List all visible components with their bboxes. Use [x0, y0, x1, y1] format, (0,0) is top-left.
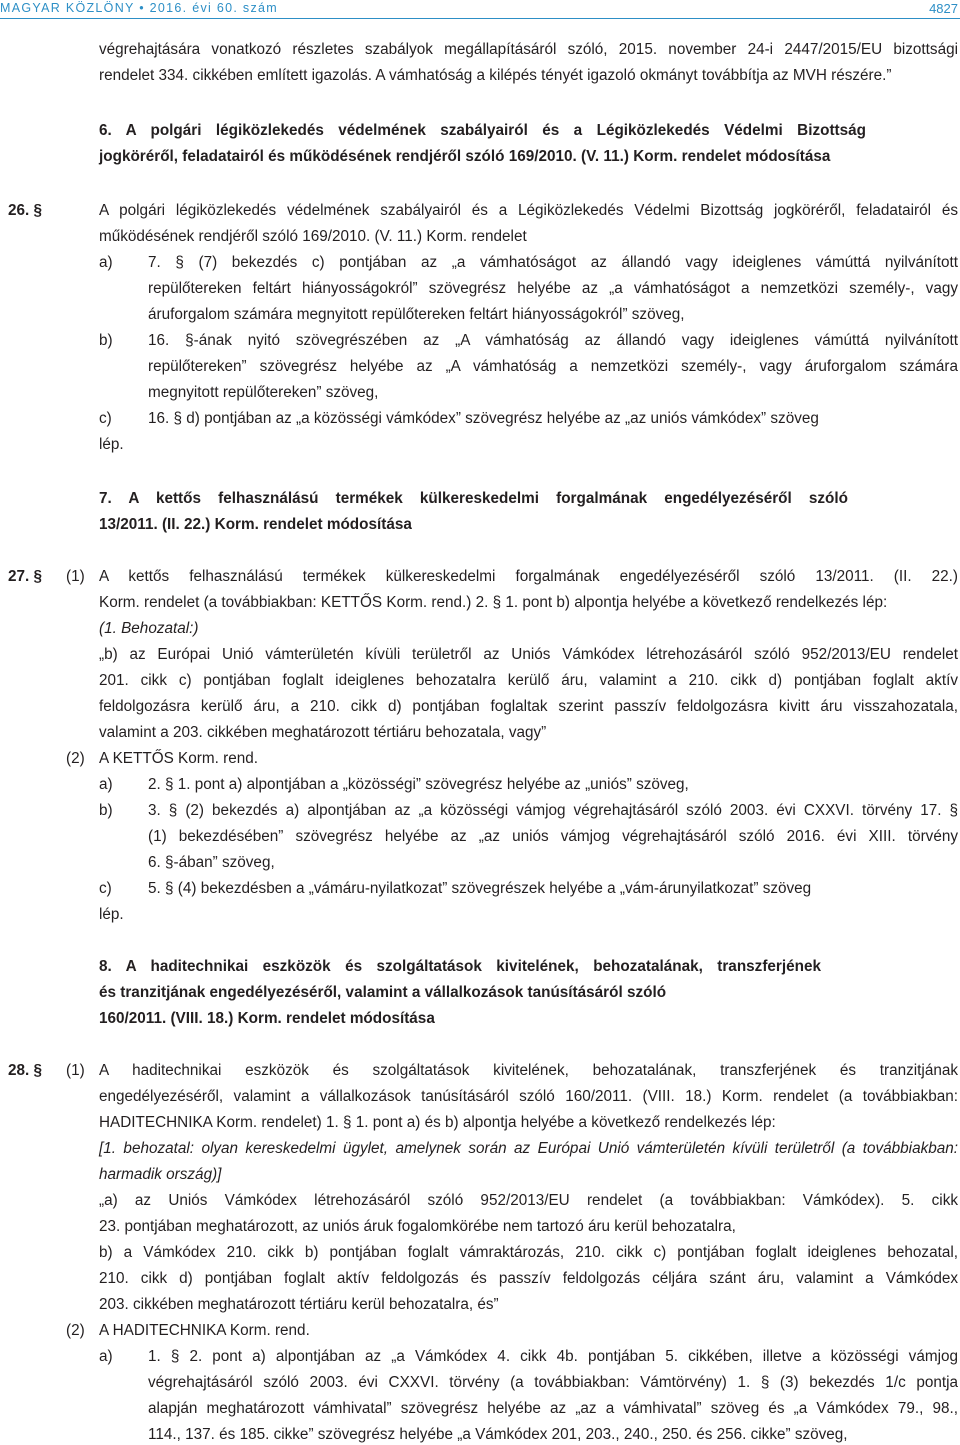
text-line: 7. A kettős felhasználású termékek külkereskedelmi forgalmának engedélyezéséről szóló	[99, 490, 848, 507]
text-line: 16. § d) pontjában az „a közösségi vámkódex” szövegrész helyébe az „az uniós vámkódex” szöveg	[148, 410, 819, 427]
text-line: 210. cikk d) pontjában foglalt aktív feldolgozás és passzív feldolgozás céljára szánt áru, valamint a Vámkódex	[99, 1270, 958, 1287]
text-line: (1)	[66, 1062, 85, 1079]
text-line: alapján meghatározott vámhivatal” szövegrész helyébe az „az a vámhivatal” szöveg és „a Vámkódex 79., 98.,	[148, 1400, 958, 1417]
text-line: 28. §	[8, 1062, 43, 1079]
text-line: jogköréről, feladatairól és működésének rendjéről szóló 169/2010. (V. 11.) Korm. rendelet módosítása	[99, 148, 831, 165]
text-line: A HADITECHNIKA Korm. rend.	[99, 1322, 310, 1339]
text-line: 160/2011. (VIII. 18.) Korm. rendelet módosítása	[99, 1010, 435, 1027]
text-line: A polgári légiközlekedés védelmének szabályairól és a Légiközlekedés Védelmi Bizottság jogköréről, feladatairól és	[99, 202, 958, 219]
text-line: 3. § (2) bekezdés a) alpontjában az „a közösségi vámjog végrehajtásáról szóló 2003. évi CXXVI. törvény 17. §	[148, 802, 958, 819]
text-line: b) a Vámkódex 210. cikk b) pontjában foglalt vámraktározás, 210. cikk c) pontjában foglalt ideiglenes behozatal,	[99, 1244, 958, 1261]
text-line: 114., 137. és 185. cikke” szövegrész helyébe „a Vámkódex 201, 203., 240., 250. és 256. cikke” szöveg,	[148, 1426, 848, 1443]
text-line: a)	[99, 254, 113, 271]
text-line: lép.	[99, 906, 124, 923]
text-line: 1. § 2. pont a) alpontjában az „a Vámkódex 4. cikk 4b. pontjában 5. cikkében, illetve a közösségi vámjog	[148, 1348, 958, 1365]
text-line: (1. Behozatal:)	[99, 620, 199, 637]
text-line: „b) az Európai Unió vámterületén kívüli területről az Uniós Vámkódex létrehozásáról szóló 952/2013/EU rendelet	[99, 646, 958, 663]
text-line: 5. § (4) bekezdésben a „vámáru-nyilatkozat” szövegrészek helyébe a „vám-árunyilatkozat” szöveg	[148, 880, 812, 897]
text-line: [1. behozatal: olyan kereskedelmi ügylet, amelynek során az Európai Unió vámterületén kívüli területről (a továbbiakban:	[99, 1140, 958, 1157]
header-rule	[0, 18, 960, 19]
text-line: 8. A haditechnikai eszközök és szolgáltatások kivitelének, behozatalának, transzferjének	[99, 958, 821, 975]
text-line: 2. § 1. pont a) alpontjában a „közösségi” szövegrész helyébe az „uniós” szöveg,	[148, 776, 689, 793]
text-line: c)	[99, 880, 112, 897]
text-line: harmadik ország)]	[99, 1166, 222, 1183]
text-line: 26. §	[8, 202, 43, 219]
text-line: (2)	[66, 1322, 85, 1339]
text-line: és tranzitjának engedélyezéséről, valamint a vállalkozások tanúsításáról szóló	[99, 984, 667, 1001]
text-line: 27. §	[8, 568, 43, 585]
text-line: A KETTŐS Korm. rend.	[99, 750, 258, 767]
text-line: 6. A polgári légiközlekedés védelmének szabályairól és a Légiközlekedés Védelmi Bizottság	[99, 122, 866, 139]
text-line: végrehajtására vonatkozó részletes szabályok megállapításáról szóló, 2015. november 24-i 2447/2015/EU bizottsági	[99, 41, 958, 58]
text-line: valamint a 203. cikkében meghatározott tértiáru behozatala, vagy”	[99, 724, 547, 741]
text-line: 16. §-ának nyitó szövegrészében az „A vámhatóság az állandó vagy ideiglenes vámúttá nyilvánított	[148, 332, 958, 349]
text-line: működésének rendjéről szóló 169/2010. (V. 11.) Korm. rendelet	[99, 228, 527, 245]
text-line: lép.	[99, 436, 124, 453]
text-line: végrehajtásáról szóló 2003. évi CXXVI. törvény (a továbbiakban: Vámtörvény) 1. § (3) bekezdés 1/c pontja	[148, 1374, 958, 1391]
text-line: c)	[99, 410, 112, 427]
text-line: HADITECHNIKA Korm. rendelet) 1. § 1. pont a) és b) alpontja helyébe a következő rendelkezés lép:	[99, 1114, 776, 1131]
text-line: 6. §-ában” szöveg,	[148, 854, 275, 871]
text-line: „a) az Uniós Vámkódex létrehozásáról szóló 952/2013/EU rendelet (a továbbiakban: Vámkódex). 5. cikk	[99, 1192, 958, 1209]
text-line: feldolgozásra kerülő áru, a 210. cikk d) pontjában foglaltak szerint passzív feldolgozásra kivitt áru visszahozatala,	[99, 698, 958, 715]
text-line: Korm. rendelet (a továbbiakban: KETTŐS Korm. rend.) 2. § 1. pont b) alpontja helyébe a következő rendelkezés lép:	[99, 594, 888, 611]
text-line: repülőtereken” szövegrész helyébe az „A vámhatóság a nemzetközi személy-, vagy áruforgalom számára	[148, 358, 958, 375]
text-line: áruforgalom számára megnyitott repülőtereken feltárt hiányosságokról” szöveg,	[148, 306, 685, 323]
text-line: (1)	[66, 568, 85, 585]
text-line: 13/2011. (II. 22.) Korm. rendelet módosítása	[99, 516, 412, 533]
text-line: repülőtereken feltárt hiányosságokról” szövegrész helyébe az „a vámhatóságot a nemzetközi személy-, vagy	[148, 280, 958, 297]
text-line: A kettős felhasználású termékek külkereskedelmi forgalmának engedélyezéséről szóló 13/2011. (II. 22.)	[99, 568, 958, 585]
page-number: 4827	[929, 1, 958, 16]
text-line: (2)	[66, 750, 85, 767]
text-line: A haditechnikai eszközök és szolgáltatások kivitelének, behozatalának, transzferjének és tranzitjának	[99, 1062, 958, 1079]
text-line: rendelet 334. cikkében említett igazolás. A vámhatóság a kilépés tényét igazoló okmányt továbbítja az MVH részére.”	[99, 67, 892, 84]
text-line: 203. cikkében meghatározott tértiáru kerül behozatalra, és”	[99, 1296, 499, 1313]
text-line: b)	[99, 332, 113, 349]
page-header	[0, 0, 960, 16]
text-line: megnyitott repülőtereken” szöveg,	[148, 384, 379, 401]
text-line: 7. § (7) bekezdés c) pontjában az „a vámhatóságot az állandó vagy ideiglenes vámúttá nyilvánított	[148, 254, 958, 271]
text-line: 201. cikk c) pontjában foglalt ideiglenes behozatalra kerülő áru, valamint a 210. cikk d) pontjában foglalt aktív	[99, 672, 958, 689]
text-line: 23. pontjában meghatározott, az uniós áruk fogalomkörébe nem tartozó áru kerül behozatalra,	[99, 1218, 736, 1235]
text-line: a)	[99, 1348, 113, 1365]
text-line: engedélyezéséről, valamint a vállalkozások tanúsításáról szóló 160/2011. (VIII. 18.) Korm. rendelet (a továbbiakban:	[99, 1088, 958, 1105]
publication-title: MAGYAR KÖZLÖNY • 2016. évi 60. szám	[0, 1, 278, 15]
text-line: b)	[99, 802, 113, 819]
text-line: (1) bekezdésében” szövegrész helyébe az „az uniós vámjog végrehajtásáról szóló 2016. évi XIII. törvény	[148, 828, 958, 845]
text-line: a)	[99, 776, 113, 793]
